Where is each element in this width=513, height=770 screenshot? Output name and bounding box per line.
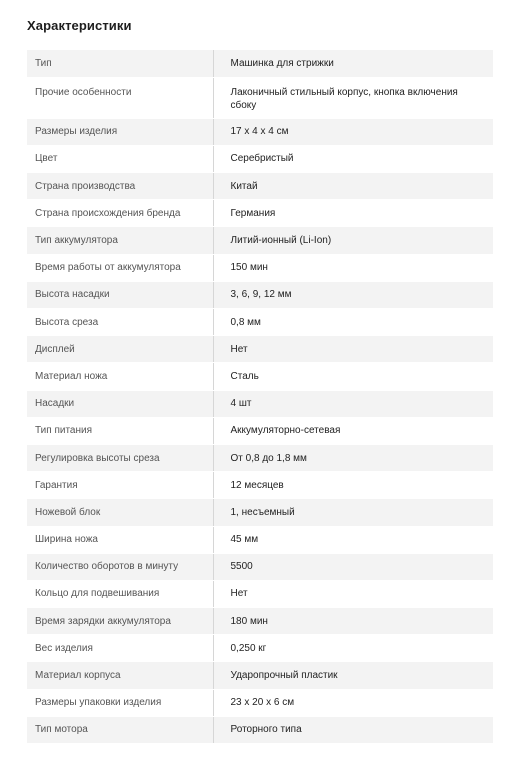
spec-row — [27, 417, 493, 444]
spec-row — [27, 145, 493, 172]
spec-label: Материал корпуса — [27, 662, 213, 689]
spec-row — [27, 662, 493, 689]
spec-label: Цвет — [27, 145, 213, 172]
spec-value: 1, несъемный — [213, 499, 493, 526]
spec-row — [27, 363, 493, 390]
spec-row — [27, 444, 493, 471]
spec-label: Гарантия — [27, 472, 213, 499]
spec-value: Машинка для стрижки — [213, 50, 493, 77]
spec-row — [27, 390, 493, 417]
spec-value: Аккумуляторно-сетевая — [213, 417, 493, 444]
spec-label: Время зарядки аккумулятора — [27, 608, 213, 635]
spec-row — [27, 716, 493, 743]
spec-label: Страна происхождения бренда — [27, 200, 213, 227]
spec-label: Тип — [27, 50, 213, 77]
spec-label: Насадки — [27, 390, 213, 417]
spec-label: Высота среза — [27, 309, 213, 336]
spec-label: Страна производства — [27, 173, 213, 200]
specs-table-body — [27, 50, 493, 744]
spec-row — [27, 635, 493, 662]
spec-value: 3, 6, 9, 12 мм — [213, 281, 493, 308]
spec-row — [27, 77, 493, 118]
spec-row — [27, 336, 493, 363]
spec-label: Размеры упаковки изделия — [27, 689, 213, 716]
spec-row — [27, 227, 493, 254]
spec-value: Серебристый — [213, 145, 493, 172]
spec-value: Нет — [213, 580, 493, 607]
spec-value: Роторного типа — [213, 716, 493, 743]
spec-value: 4 шт — [213, 390, 493, 417]
spec-value: Ударопрочный пластик — [213, 662, 493, 689]
spec-value: 45 мм — [213, 526, 493, 553]
spec-row — [27, 526, 493, 553]
spec-row — [27, 580, 493, 607]
section-title: Характеристики — [27, 18, 132, 33]
spec-row — [27, 254, 493, 281]
spec-row — [27, 608, 493, 635]
spec-label: Количество оборотов в минуту — [27, 553, 213, 580]
spec-row — [27, 689, 493, 716]
spec-row — [27, 472, 493, 499]
spec-label: Тип аккумулятора — [27, 227, 213, 254]
spec-label: Тип мотора — [27, 716, 213, 743]
spec-label: Ножевой блок — [27, 499, 213, 526]
spec-value: От 0,8 до 1,8 мм — [213, 444, 493, 471]
spec-value: 180 мин — [213, 608, 493, 635]
spec-value: Китай — [213, 173, 493, 200]
spec-value: 5500 — [213, 553, 493, 580]
spec-value: 0,250 кг — [213, 635, 493, 662]
spec-value: Литий-ионный (Li-Ion) — [213, 227, 493, 254]
spec-value: 0,8 мм — [213, 309, 493, 336]
spec-value: Германия — [213, 200, 493, 227]
spec-label: Тип питания — [27, 417, 213, 444]
spec-value: 150 мин — [213, 254, 493, 281]
spec-value: Сталь — [213, 363, 493, 390]
spec-label: Вес изделия — [27, 635, 213, 662]
specs-table — [27, 50, 493, 744]
spec-row — [27, 200, 493, 227]
spec-label: Дисплей — [27, 336, 213, 363]
spec-row — [27, 553, 493, 580]
spec-value: 23 x 20 x 6 см — [213, 689, 493, 716]
spec-label: Материал ножа — [27, 363, 213, 390]
spec-label: Регулировка высоты среза — [27, 444, 213, 471]
spec-row — [27, 499, 493, 526]
spec-label: Прочие особенности — [27, 77, 213, 118]
spec-value: 12 месяцев — [213, 472, 493, 499]
spec-value: Лаконичный стильный корпус, кнопка включения сбоку — [213, 77, 493, 118]
spec-label: Время работы от аккумулятора — [27, 254, 213, 281]
spec-label: Высота насадки — [27, 281, 213, 308]
spec-row — [27, 50, 493, 77]
spec-value: 17 x 4 x 4 см — [213, 118, 493, 145]
spec-row — [27, 173, 493, 200]
spec-label: Размеры изделия — [27, 118, 213, 145]
spec-row — [27, 118, 493, 145]
spec-row — [27, 309, 493, 336]
spec-label: Кольцо для подвешивания — [27, 580, 213, 607]
spec-row — [27, 281, 493, 308]
spec-value: Нет — [213, 336, 493, 363]
spec-label: Ширина ножа — [27, 526, 213, 553]
